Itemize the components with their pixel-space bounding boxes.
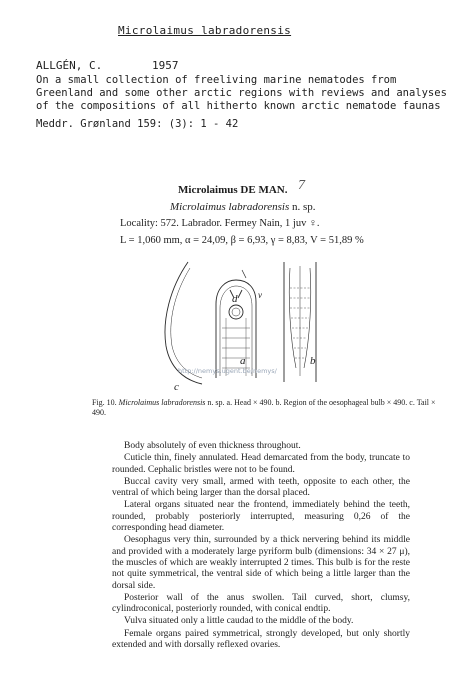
description-paragraph: Posterior wall of the anus swollen. Tail curved, short, clumsy, cylindroconical, posteriorly rounded, with conical endtip. — [112, 592, 410, 615]
work-title: On a small collection of freeliving marine nematodes from Greenland and some other arctic regions with reviews and analyses of the compositions of all hitherto known arctic nematode faunas — [36, 74, 447, 112]
handwritten-mark: 7 — [298, 178, 305, 193]
author: ALLGÉN, C. — [36, 59, 103, 72]
journal-reference: Meddr. Grønland 159: (3): 1 - 42 — [36, 118, 239, 130]
year: 1957 — [152, 59, 179, 72]
caption-figure-number: Fig. 10. — [92, 398, 117, 407]
species-name-italic: Microlaimus labradorensis — [170, 201, 290, 213]
genus-heading: Microlaimus DE MAN. — [178, 184, 288, 196]
card-title: Microlaimus labradorensis — [118, 24, 292, 37]
watermark-url: http://nemys.ugent.be/nemys/ — [178, 367, 277, 375]
description-paragraph: Cuticle thin, finely annulated. Head demarcated from the body, truncate to rounded. Cephalic bristles were not to be found. — [112, 453, 410, 475]
label-b: b — [310, 355, 316, 367]
label-d: d — [232, 293, 238, 305]
description-paragraph: Female organs paired symmetrical, strongly developed, but only shortly extended and with dorsally reflexed ovaries. — [112, 628, 410, 651]
label-c: c — [174, 381, 179, 393]
species-name-suffix: n. sp. — [289, 201, 316, 213]
caption-text: n. sp. a. Head × 490. b. Region of the oesophageal bulb × 490. c. Tail × 490. — [92, 398, 436, 417]
measurements: L = 1,060 mm, α = 24,09, β = 6,93, γ = 8,83, V = 51,89 % — [120, 235, 364, 246]
description-paragraph: Buccal cavity very small, armed with teeth, opposite to each other, the ventral of which being larger than the dorsal placed. — [112, 476, 410, 499]
caption-species: Microlaimus labradorensis — [118, 398, 206, 407]
nematode-figure — [150, 258, 360, 398]
locality: Locality: 572. Labrador. Fermey Nain, 1 juv ♀. — [120, 218, 320, 229]
description-paragraph: Oesophagus very thin, surrounded by a thick nervering behind its middle and provided with a moderately large pyriform bulb (dimensions: 34 × 27 μ), the muscles of which are weakly interrupted 2 times. This bulb is for the reste not quite symmetrical, the ventral side of which being a little larger than the dorsal side. — [112, 535, 410, 591]
species-name — [170, 201, 316, 213]
label-v: v — [258, 290, 262, 300]
description-paragraph: Vulva situated only a little caudad to the middle of the body. — [124, 616, 354, 627]
index-card-header — [0, 0, 473, 140]
label-a: a — [240, 355, 246, 367]
description-paragraph: Lateral organs situated near the frontend, immediately behind the teeth, rounded, probably posteriorly interrupted, measuring 0,26 of the corresponding head diameter. — [112, 500, 410, 534]
description-paragraph: Body absolutely of even thickness throughout. — [124, 441, 301, 451]
species-description — [112, 441, 410, 652]
figure-caption — [92, 398, 438, 418]
